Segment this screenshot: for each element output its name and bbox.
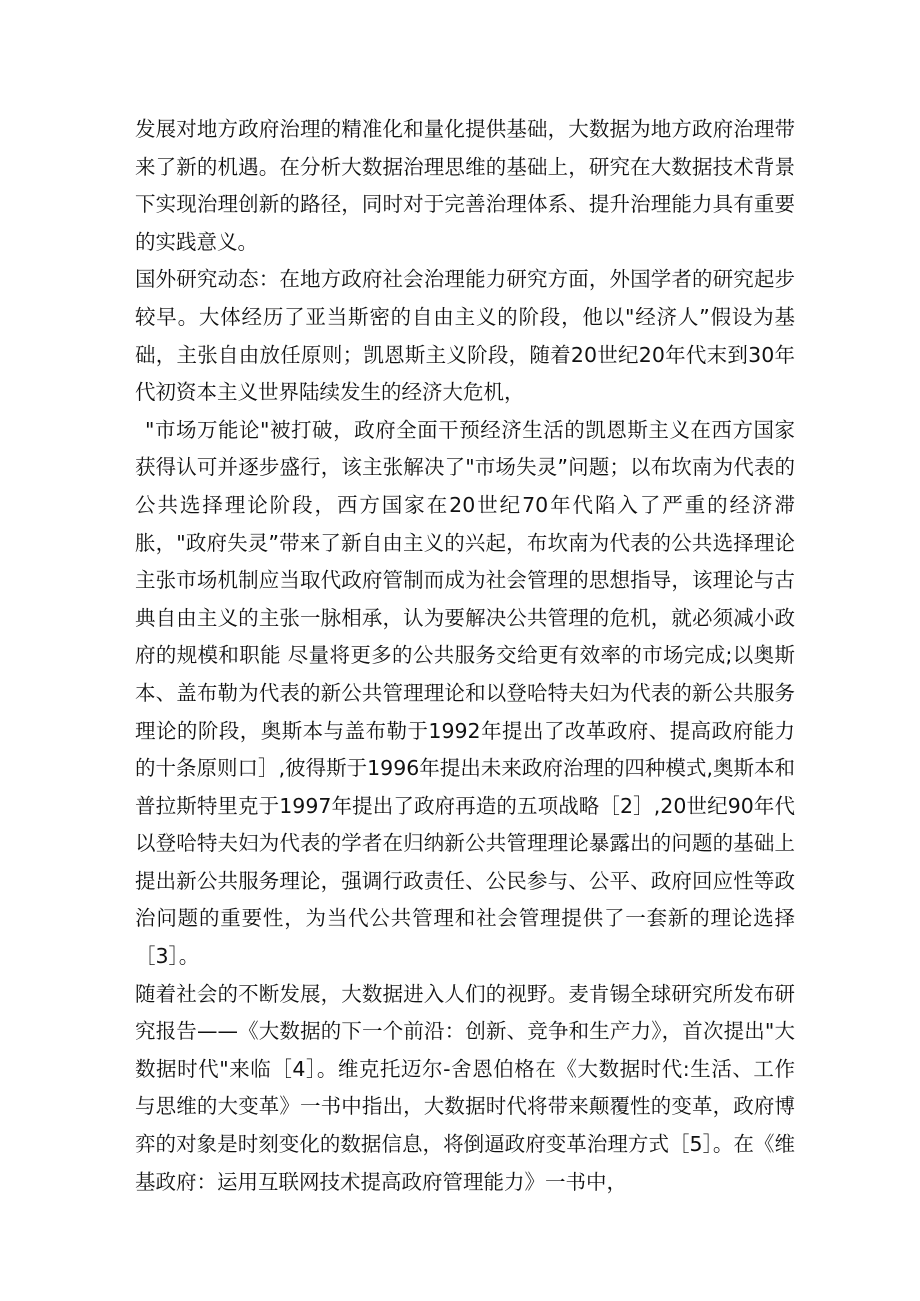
paragraph-foreign-research: 国外研究动态：在地方政府社会治理能力研究方面，外国学者的研究起步较早。大体经历了亚当斯密的自由主义的阶段，他以"经济人”假设为基础，主张自由放任原则；凯恩斯主义阶段，随着20世纪20年代末到30年代初资本主义世界陆续发生的经济大危机， bbox=[135, 267, 795, 405]
paragraph-theory-stages: "市场万能论"被打破，政府全面干预经济生活的凯恩斯主义在西方国家获得认可并逐步盛行，该主张解决了"市场失灵”问题；以布坎南为代表的公共选择理论阶段，西方国家在20世纪70年代陷入了严重的经济滞胀，"政府失灵”带来了新自由主义的兴起，布坎南为代表的公共选择理论主张市场机制应当取代政府管制而成为社会管理的思想指导，该理论与古典自由主义的主张一脉相承，认为要解决公共管理的危机，就必须减小政府的规模和职能 尽量将更多的公共服务交给更有效率的市场完成;以奥斯本、盖布勒为代表的新公共管理理论和以登哈特夫妇为代表的新公共服务理论的阶段，奥斯本与盖布勒于1992年提出了改革政府、提高政府能力的十条原则口］,彼得斯于1996年提出未来政府治理的四种模式,奥斯本和普拉斯特里克于1997年提出了政府再造的五项战略［2］,20世纪90年代以登哈特夫妇为代表的学者在归纳新公共管理理论暴露出的问题的基础上提出新公共服务理论，强调行政责任、公民参与、公平、政府回应性等政治问题的重要性，为当代公共管理和社会管理提供了一套新的理论选择［3］。 bbox=[135, 417, 795, 969]
body-text bbox=[135, 111, 795, 1201]
paragraph-intro-significance: 发展对地方政府治理的精准化和量化提供基础，大数据为地方政府治理带来了新的机遇。在分析大数据治理思维的基础上，研究在大数据技术背景下实现治理创新的路径，同时对于完善治理体系、提升治理能力具有重要的实践意义。 bbox=[135, 117, 795, 254]
paragraph-big-data-era: 随着社会的不断发展，大数据进入人们的视野。麦肯锡全球研究所发布研究报告——《大数据的下一个前沿：创新、竞争和生产力》，首次提出"大数据时代"来临［4］。维克托迈尔-舍恩伯格在《大数据时代:生活、工作与思维的大变革》一书中指出，大数据时代将带来颠覆性的变革，政府博弈的对象是时刻变化的数据信息，将倒逼政府变革治理方式［5］。在《维基政府：运用互联网技术提高政府管理能力》一书中， bbox=[135, 981, 795, 1194]
